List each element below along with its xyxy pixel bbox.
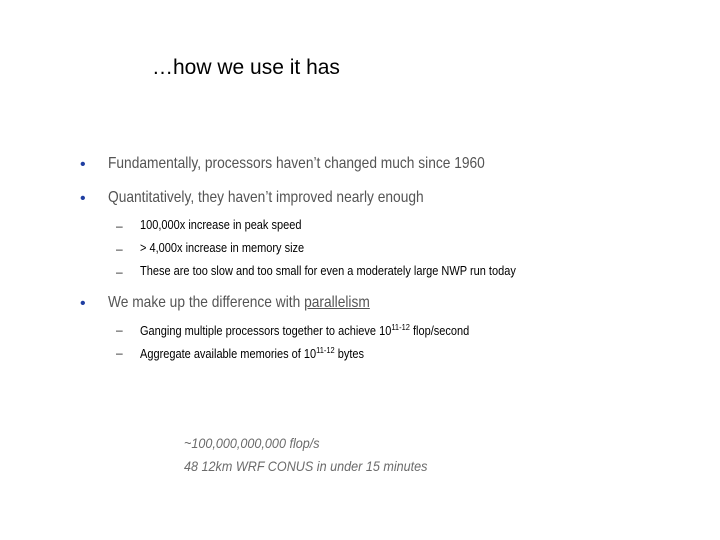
exponent: 11-12 xyxy=(391,322,410,332)
bullet-dot-icon: • xyxy=(80,190,86,207)
parallelism-link[interactable]: parallelism xyxy=(304,294,370,311)
dash-icon: – xyxy=(116,265,123,279)
sub-text-before: Aggregate available memories of 10 xyxy=(140,347,317,361)
sub-bullet-text: These are too slow and too small for even a moderately large NWP run today xyxy=(140,264,516,278)
bullet-text: Fundamentally, processors haven’t changed much since 1960 xyxy=(108,155,485,172)
note-flops: ~100,000,000,000 flop/s xyxy=(184,435,320,451)
dash-icon: – xyxy=(116,242,123,256)
bullet-text xyxy=(108,294,370,312)
sub-text-before: Ganging multiple processors together to achieve 10 xyxy=(140,324,392,338)
dash-icon: – xyxy=(116,219,123,233)
exponent: 11-12 xyxy=(316,345,335,355)
sub-bullet-text xyxy=(140,323,469,339)
slide-title: …how we use it has xyxy=(152,56,340,79)
bullet-dot-icon: • xyxy=(80,295,86,312)
bullet-text-prefix: We make up the difference with xyxy=(108,294,305,311)
bullet-text: Quantitatively, they haven’t improved nearly enough xyxy=(108,189,424,206)
sub-bullet-text: > 4,000x increase in memory size xyxy=(140,241,305,255)
dash-icon: – xyxy=(116,323,123,337)
sub-text-after: bytes xyxy=(334,347,365,361)
bullet-dot-icon: • xyxy=(80,156,86,173)
sub-bullet-text: 100,000x increase in peak speed xyxy=(140,218,302,232)
sub-text-after: flop/second xyxy=(409,324,470,338)
note-wrf: 48 12km WRF CONUS in under 15 minutes xyxy=(184,458,428,474)
dash-icon: – xyxy=(116,346,123,360)
sub-bullet-text xyxy=(140,346,364,362)
